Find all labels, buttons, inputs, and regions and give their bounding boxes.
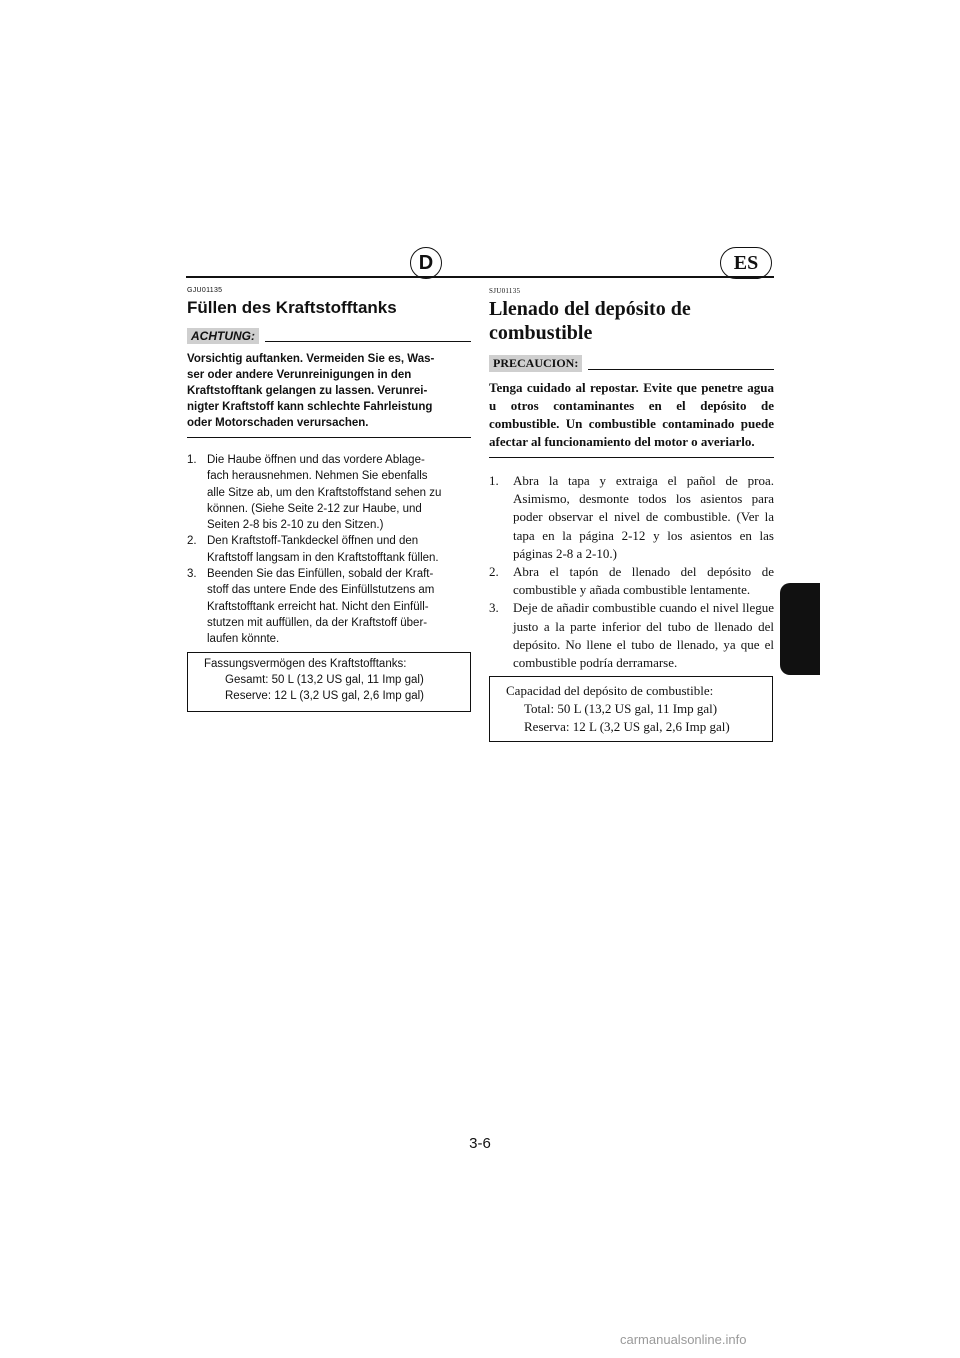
page-number: 3-6 [469, 1135, 491, 1152]
step-line: Beenden Sie das Einfüllen, sobald der Kraft- [207, 568, 434, 581]
step-line: stutzen mit auffüllen, da der Kraftstoff über- [207, 616, 428, 629]
warning-line: Vorsichtig auftanken. Vermeiden Sie es, Was- [187, 353, 435, 365]
step-item [489, 599, 774, 672]
step-line: Die Haube öffnen und das vordere Ablage- [207, 454, 425, 466]
language-code-left: D [418, 251, 434, 274]
warning-line: ser oder andere Verunreinigungen in den [187, 369, 412, 381]
spanish-column [489, 287, 774, 672]
warning-line: nigter Kraftstoff kann schlechte Fahrleistung [187, 401, 433, 413]
warning-line: oder Motorschaden verursachen. [187, 417, 369, 429]
spec-title: Fassungsvermögen des Kraftstofftanks: [204, 658, 407, 670]
language-badge-german [410, 247, 442, 279]
language-code-right: ES [733, 251, 759, 274]
title-line: Llenado del depósito de [489, 298, 691, 320]
step-text: Abra la tapa y extraiga el pañol de proa. Asimismo, desmonte todos los asientos para poder observar el nivel de combustible. (Ver la tapa en la página 2-12 y los asientos en las páginas 2-8 a 2-10.) [513, 473, 774, 561]
step-text: Abra el tapón de llenado del depósito de combustible y añada combustible lentamente. [513, 564, 774, 598]
warning-line: Kraftstofftank gelangen zu lassen. Verunrei- [187, 385, 428, 397]
title-line: combustible [489, 322, 593, 344]
step-number: 2. [489, 564, 499, 580]
capacity-spec-box [187, 652, 471, 712]
step-item [187, 533, 471, 566]
section-title: Füllen des Kraftstofftanks [187, 298, 397, 317]
capacity-spec-box [489, 676, 773, 742]
step-text [207, 452, 441, 533]
step-text [207, 533, 439, 566]
step-item [187, 452, 471, 533]
warning-rule [265, 341, 471, 342]
step-number: 1. [489, 473, 499, 488]
spec-total: Total: 50 L (13,2 US gal, 11 Imp gal) [524, 701, 718, 716]
step-item [489, 472, 774, 563]
step-list [489, 472, 774, 672]
chapter-tab [780, 583, 820, 675]
step-item [489, 563, 774, 599]
warning-header [489, 355, 774, 372]
step-line: laufen könnte. [207, 633, 280, 646]
warning-label: ACHTUNG: [187, 328, 259, 344]
step-number: 3. [489, 600, 499, 616]
german-column [187, 287, 471, 648]
step-line: Kraftstofftank erreicht hat. Nicht den Einfüll- [207, 600, 429, 613]
watermark: carmanualsonline.info [620, 1332, 747, 1347]
warning-label: PRECAUCION: [489, 355, 582, 372]
step-text [207, 566, 434, 647]
step-number: 3. [187, 568, 197, 581]
warning-rule [588, 369, 774, 370]
step-number: 1. [187, 454, 197, 466]
warning-text [187, 351, 471, 438]
section-title [489, 297, 774, 345]
spec-reserve: Reserve: 12 L (3,2 US gal, 2,6 Imp gal) [225, 690, 425, 702]
warning-text: Tenga cuidado al repostar. Evite que penetre agua u otros contaminantes en el depósito de combustible. Un combustible contaminado puede afectar al funcionamiento del motor o averiarlo. [489, 379, 774, 458]
section-code: SJU01135 [489, 287, 521, 295]
step-line: können. (Siehe Seite 2-12 zur Haube, und [207, 502, 422, 515]
section-code: GJU01135 [187, 287, 223, 294]
step-text: Deje de añadir combustible cuando el nivel llegue justo a la parte inferior del tubo de llenado del depósito. No llene el tubo de llenado, ya que el combustible podría derramarse. [513, 600, 774, 671]
step-number: 2. [187, 535, 197, 548]
step-list [187, 452, 471, 648]
language-badge-spanish [720, 247, 772, 279]
warning-header [187, 328, 471, 344]
header-rule [186, 276, 774, 278]
step-line: Kraftstoff langsam in den Kraftstofftank füllen. [207, 551, 439, 564]
step-item [187, 566, 471, 647]
step-line: alle Sitze ab, um den Kraftstoffstand sehen zu [207, 486, 442, 499]
spec-title: Capacidad del depósito de combustible: [506, 683, 714, 698]
step-line: stoff das untere Ende des Einfüllstutzens am [207, 584, 435, 597]
spec-total: Gesamt: 50 L (13,2 US gal, 11 Imp gal) [225, 674, 424, 686]
spec-reserve: Reserva: 12 L (3,2 US gal, 2,6 Imp gal) [524, 719, 730, 734]
step-line: Seiten 2-8 bis 2-10 zu den Sitzen.) [207, 519, 384, 532]
step-line: Den Kraftstoff-Tankdeckel öffnen und den [207, 535, 419, 548]
step-line: fach herausnehmen. Nehmen Sie ebenfalls [207, 470, 428, 483]
